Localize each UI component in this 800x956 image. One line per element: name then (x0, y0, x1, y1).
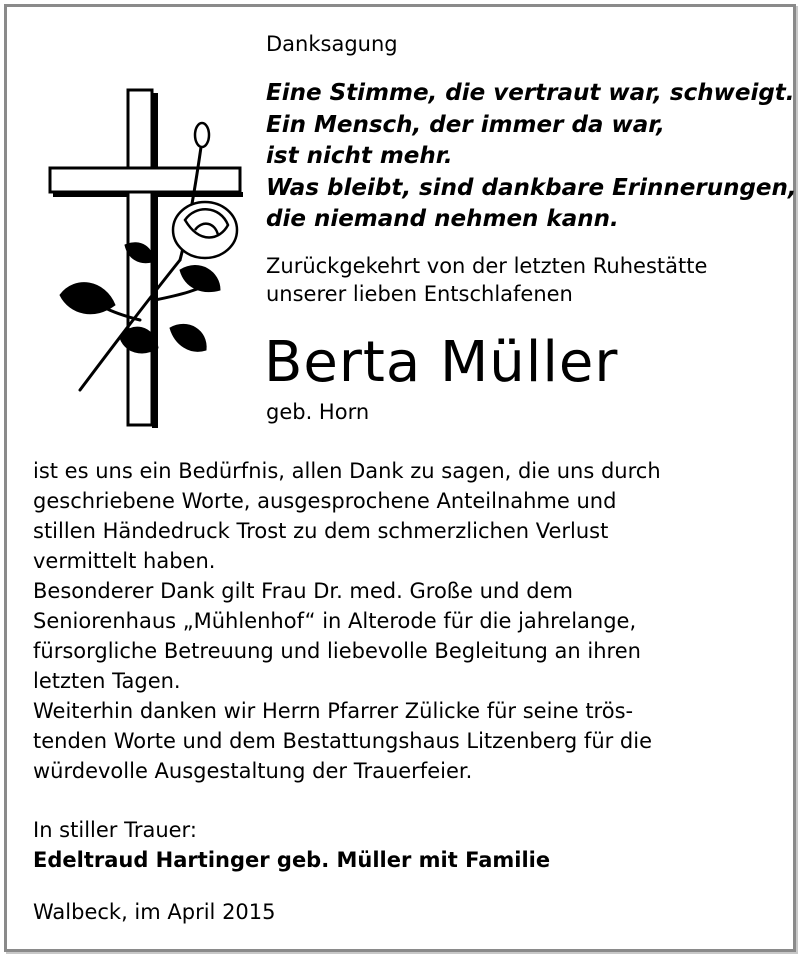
intro-text (266, 252, 707, 308)
notice-heading: Danksagung (266, 32, 398, 56)
body-line: ist es uns ein Bedürfnis, allen Dank zu sagen, die uns durch (33, 459, 661, 483)
body-line: würdevolle Ausgestaltung der Trauerfeier. (33, 759, 473, 783)
poem (266, 78, 797, 236)
poem-line: die niemand nehmen kann. (266, 206, 619, 232)
thanks-body (33, 456, 773, 786)
body-line: letzten Tagen. (33, 669, 181, 693)
body-line: geschriebene Worte, ausgesprochene Anteilnahme und (33, 489, 617, 513)
body-line: tenden Worte und dem Bestattungshaus Litzenberg für die (33, 729, 653, 753)
poem-line: ist nicht mehr. (266, 143, 453, 169)
deceased-name: Berta Müller (264, 330, 619, 395)
poem-line: Ein Mensch, der immer da war, (266, 111, 665, 138)
poem-line: Was bleibt, sind dankbare Erinnerungen, (266, 174, 797, 201)
body-line: Weiterhin danken wir Herrn Pfarrer Zülicke für seine trös- (33, 699, 634, 723)
mourning-line: In stiller Trauer: (33, 818, 197, 842)
body-line: fürsorgliche Betreuung und liebevolle Begleitung an ihren (33, 639, 641, 663)
body-line: vermittelt haben. (33, 549, 216, 573)
place-date: Walbeck, im April 2015 (33, 900, 276, 924)
intro-line: Zurückgekehrt von der letzten Ruhestätte (266, 254, 708, 278)
poem-line: Eine Stimme, die vertraut war, schweigt. (266, 80, 795, 106)
maiden-name: geb. Horn (266, 400, 370, 424)
intro-line: unserer lieben Entschlafenen (266, 282, 573, 306)
cross-with-rose-icon (30, 80, 250, 430)
body-line: stillen Händedruck Trost zu dem schmerzlichen Verlust (33, 519, 609, 543)
body-line: Besonderer Dank gilt Frau Dr. med. Große und dem (33, 579, 573, 603)
signatory: Edeltraud Hartinger geb. Müller mit Familie (33, 848, 551, 872)
body-line: Seniorenhaus „Mühlenhof“ in Alterode für die jahrelange, (33, 609, 637, 633)
